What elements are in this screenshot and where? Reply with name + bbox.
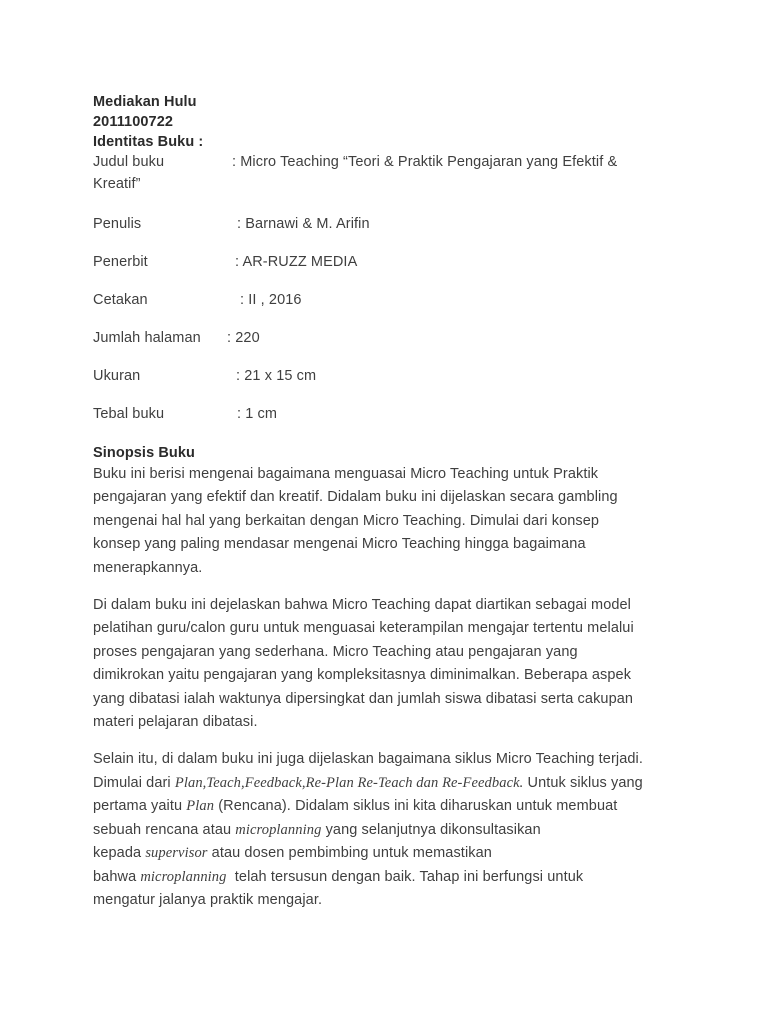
synopsis-heading: Sinopsis Buku <box>93 445 196 461</box>
text-run: atau dosen pembimbing untuk memastikan <box>207 845 492 862</box>
text-run: Dimulai dari <box>93 774 175 791</box>
text-line: proses pengajaran yang sederhana. Micro Teaching atau pengajaran yang <box>93 643 578 660</box>
text-line: mengenai hal hal yang berkaitan dengan Micro Teaching. Dimulai dari konsep <box>93 512 600 529</box>
student-id: 2011100722 <box>93 114 174 130</box>
identity-heading: Identitas Buku : <box>93 134 204 150</box>
field-title-value <box>232 150 617 174</box>
text-run: kepada <box>93 845 146 862</box>
text-line: Di dalam buku ini dejelaskan bahwa Micro Teaching dapat diartikan sebagai model <box>93 597 632 614</box>
text-line: mengatur jalanya praktik mengajar. <box>93 891 323 908</box>
text-line <box>93 866 693 889</box>
field-thickness-label: Tebal buku <box>93 406 165 422</box>
synopsis-paragraph-1 <box>93 463 693 580</box>
text-line: pengajaran yang efektif dan kreatif. Didalam buku ini dijelaskan secara gambling <box>93 489 618 506</box>
text-line: Buku ini berisi mengenai bagaimana menguasai Micro Teaching untuk Praktik <box>93 466 599 482</box>
text-line <box>93 842 693 865</box>
text-line: dimikrokan yaitu pengajaran yang kompleksitasnya diminimalkan. Beberapa aspek <box>93 667 632 684</box>
text-line: konsep yang paling mendasar mengenai Micro Teaching hingga bagaimana <box>93 536 586 553</box>
field-author <box>93 214 693 234</box>
field-pages <box>93 328 693 348</box>
field-author-value: : Barnawi & M. Arifin <box>237 216 370 232</box>
field-thickness-value: : 1 cm <box>237 406 278 422</box>
field-edition-value: : II , 2016 <box>240 292 302 308</box>
field-size-label: Ukuran <box>93 368 141 384</box>
text-line: pelatihan guru/calon guru untuk menguasai keterampilan mengajar tertentu melalui <box>93 620 634 637</box>
field-size <box>93 366 693 386</box>
field-pages-label: Jumlah halaman <box>93 330 201 346</box>
synopsis-paragraph-3 <box>93 748 693 912</box>
text-line: Selain itu, di dalam buku ini juga dijelaskan bagaimana siklus Micro Teaching terjadi. <box>93 751 643 768</box>
document-page <box>93 92 693 912</box>
author-name: Mediakan Hulu <box>93 94 197 110</box>
text-run: pertama yaitu <box>93 798 187 815</box>
text-run: sebuah rencana atau <box>93 821 236 838</box>
field-title-value-line1: : Micro Teaching “Teori & Praktik Pengajaran yang Efektif & <box>232 154 618 170</box>
field-pages-value: : 220 <box>227 330 260 346</box>
text-run: bahwa <box>93 868 141 885</box>
text-run: yang selanjutnya dikonsultasikan <box>321 821 541 838</box>
text-line: yang dibatasi ialah waktunya dipersingkat dan jumlah siswa dibatasi serta cakupan <box>93 690 634 707</box>
synopsis-paragraph-2 <box>93 594 693 734</box>
field-title <box>93 152 693 200</box>
field-edition <box>93 290 693 310</box>
text-line <box>93 795 693 818</box>
field-publisher-value: : AR-RUZZ MEDIA <box>235 254 358 270</box>
field-thickness <box>93 404 693 424</box>
microplanning-italic: microplanning <box>140 868 227 885</box>
field-publisher-label: Penerbit <box>93 254 148 270</box>
text-run: (Rencana). Didalam siklus ini kita diharuskan untuk membuat <box>214 798 618 815</box>
text-line <box>93 819 693 842</box>
supervisor-italic: supervisor <box>145 845 208 862</box>
field-publisher <box>93 252 693 272</box>
text-run: Untuk siklus yang <box>523 774 643 791</box>
text-line: materi pelajaran dibatasi. <box>93 714 258 731</box>
microplanning-italic: microplanning <box>235 821 322 838</box>
text-line <box>93 772 693 795</box>
text-line: menerapkannya. <box>93 559 203 576</box>
text-run: telah tersusun dengan baik. Tahap ini berfungsi untuk <box>226 868 584 885</box>
field-edition-label: Cetakan <box>93 292 148 308</box>
plan-italic: Plan <box>186 798 215 815</box>
field-author-label: Penulis <box>93 216 142 232</box>
cycle-terms-italic: Plan,Teach,Feedback,Re-Plan Re-Teach dan Re-Feedback. <box>174 774 524 791</box>
field-title-label: Judul buku <box>93 154 165 170</box>
field-size-value: : 21 x 15 cm <box>236 368 317 384</box>
field-title-value-line2: Kreatif” <box>93 176 141 192</box>
